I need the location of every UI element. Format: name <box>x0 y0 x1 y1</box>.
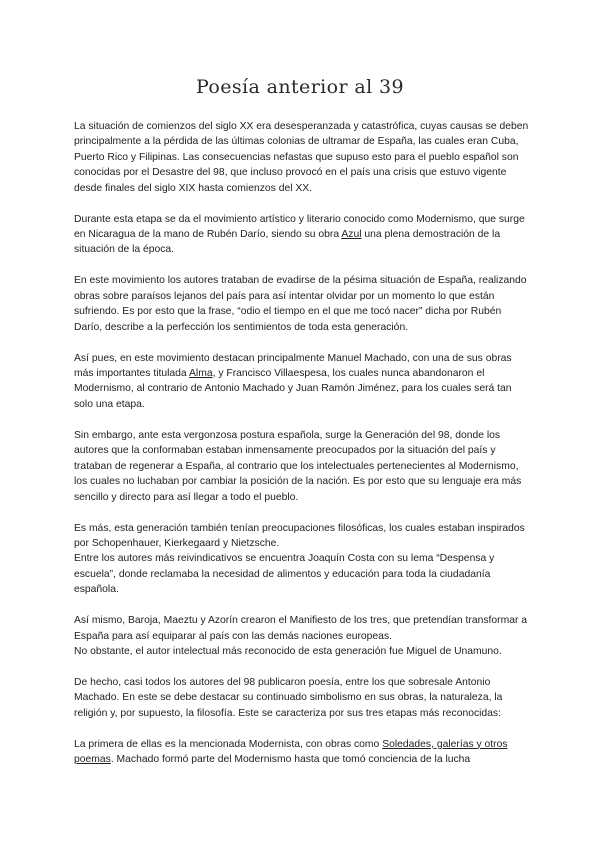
work-title-soledades: Soledades, galerías y otros poemas <box>74 738 508 766</box>
paragraph-text: Así pues, en este movimiento destacan principalmente Manuel Machado, con una de sus obras más importantes titulada <box>74 352 512 380</box>
work-title-alma: Alma <box>189 368 213 380</box>
paragraph-poesia-98 <box>74 675 530 721</box>
work-title-azul: Azul <box>341 229 362 241</box>
paragraph-text: La primera de ellas es la mencionada Modernista, con obras como <box>74 738 383 750</box>
paragraph-text: De hecho, casi todos los autores del 98 publicaron poesía, entre los que sobresale Antonio Machado. En este se debe destacar su continuado simbolismo en sus obras, la naturaleza, la religión y, por supuesto, la filosofía. Este se caracteriza por sus tres etapas más reconocidas: <box>74 676 503 719</box>
paragraph-evasion <box>74 273 530 335</box>
document-body <box>74 119 530 783</box>
paragraph-text: . Machado formó parte del Modernismo hasta que tomó conciencia de la lucha <box>110 754 471 766</box>
paragraph-modernismo <box>74 212 530 258</box>
paragraph-text: Sin embargo, ante esta vergonzosa postura española, surge la Generación del 98, donde los autores que la conformaban estaban inmensamente preocupados por la situación del país y trataban de regenerar a España, al contrario que los intelectuales pertenecientes al Modernismo, los cuales no luchaban por cambiar la posición de la nación. Es por esto que su lenguaje era más sencillo y directo para así llegar a todo el pueblo. <box>74 429 522 503</box>
paragraph-etapa-modernista <box>74 737 530 768</box>
paragraph-text: Así mismo, Baroja, Maeztu y Azorín crearon el Manifiesto de los tres, que pretendían transformar a España para así equiparar al país con las demás naciones europeas. <box>74 615 528 642</box>
paragraph-text: No obstante, el autor intelectual más reconocido de esta generación fue Miguel de Unamuno. <box>74 645 502 657</box>
paragraph-text: La situación de comienzos del siglo XX era desesperanzada y catastrófica, cuyas causas se deben principalmente a la pérdida de las últimas colonias de ultramar de España, las cuales eran Cuba, Puerto Rico y Filipinas. Las consecuencias nefastas que supuso esto para el pueblo español son conocidas por el Desastre del 98, que incluso provocó en el país una crisis que estuvo vigente desde finales del siglo XIX hasta comienzos del XX. <box>74 121 529 194</box>
paragraph-crisis <box>74 119 530 196</box>
paragraph-text: , y Francisco Villaespesa, los cuales nunca abandonaron el Modernismo, al contrario de Antonio Machado y Juan Ramón Jiménez, para los cuales será tan solo una etapa. <box>74 368 512 410</box>
page-title: Poesía anterior al 39 <box>195 76 405 98</box>
paragraph-filosofia <box>74 521 530 598</box>
paragraph-text: Entre los autores más reivindicativos se encuentra Joaquín Costa con su lema “Despensa y escuela”, donde reclamaba la necesidad de alimentos y educación para toda la ciudadanía española. <box>74 553 495 596</box>
paragraph-text: Durante esta etapa se da el movimiento artístico y literario conocido como Modernismo, que surge en Nicaragua de la mano de Rubén Darío, siendo su obra <box>74 213 525 241</box>
paragraph-machado-manuel <box>74 351 530 413</box>
paragraph-generacion-98 <box>74 428 530 505</box>
paragraph-text: una plena demostración de la situación de la época. <box>74 229 501 256</box>
paragraph-manifiesto <box>74 613 530 659</box>
paragraph-text: Es más, esta generación también tenían preocupaciones filosóficas, los cuales estaban inspirados por Schopenhauer, Kierkegaard y Nietzsche. <box>74 522 525 549</box>
paragraph-text: En este movimiento los autores trataban de evadirse de la pésima situación de España, realizando obras sobre paraísos lejanos del país para así intentar olvidar por un momento lo que están sufriendo. Es por esto que la frase, “odio el tiempo en el que me tocó nacer” dicha por Rubén Darío, describe a la perfección los sentimientos de toda esta generación. <box>74 275 527 333</box>
